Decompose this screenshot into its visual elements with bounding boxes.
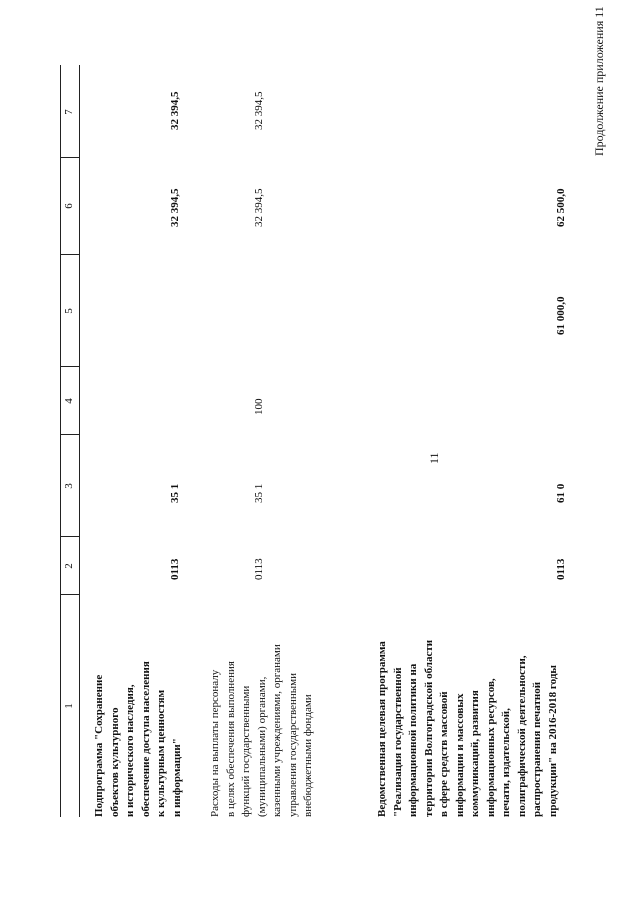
row3-col3: 61 0 xyxy=(555,483,567,503)
row2-col6: 32 394,5 xyxy=(253,188,265,227)
row1-col6: 32 394,5 xyxy=(169,188,181,227)
row1-col7: 32 394,5 xyxy=(169,91,181,130)
row3-name: Ведомственная целевая программа "Реализация государственной информационной политики на территории Волгоградской области в сфере средств массовой информации и массовых коммуникаций, развития информационных ресурсов, печати, издательской, полиграфической деятельности, распространения печатной продукции" на 2016-2018 годы xyxy=(376,639,559,817)
col-separator-1 xyxy=(60,594,79,595)
row3-col5: 61 000,0 xyxy=(555,296,567,335)
col-separator-2 xyxy=(60,536,79,537)
col-number-3: 3 xyxy=(63,483,75,489)
col-number-4: 4 xyxy=(63,398,75,404)
col-number-2: 2 xyxy=(63,563,75,569)
row3-col2: 0113 xyxy=(555,558,567,580)
col-number-1: 1 xyxy=(63,703,75,709)
row1-col3: 35 1 xyxy=(169,483,181,503)
row1-name: Подпрограмма "Сохранение объектов культурного и исторического наследия, обеспечение доступа населения к культурным ценностям и информации" xyxy=(93,661,183,817)
col-separator-3 xyxy=(60,434,79,435)
col-number-6: 6 xyxy=(63,203,75,209)
row3-col6: 62 500,0 xyxy=(555,188,567,227)
col-number-7: 7 xyxy=(63,109,75,115)
continuation-caption: Продолжение приложения 11 xyxy=(592,6,606,156)
row2-col3: 35 1 xyxy=(253,483,265,503)
col-separator-4 xyxy=(60,366,79,367)
col-separator-5 xyxy=(60,254,79,255)
table-top-border xyxy=(60,65,61,817)
col-number-5: 5 xyxy=(63,308,75,314)
row2-col7: 32 394,5 xyxy=(253,91,265,130)
col-separator-6 xyxy=(60,157,79,158)
row2-name: Расходы на выплаты персоналу в целях обеспечения выполнения функций государственными (муниципальными) органами, казенными учреждениями, органами управления государственными внебюджетными фондами xyxy=(209,644,314,817)
row2-col2: 0113 xyxy=(253,558,265,580)
row2-col4: 100 xyxy=(253,398,265,415)
header-bottom-border xyxy=(79,65,80,817)
page-number: 11 xyxy=(427,452,441,464)
row1-col2: 0113 xyxy=(169,558,181,580)
